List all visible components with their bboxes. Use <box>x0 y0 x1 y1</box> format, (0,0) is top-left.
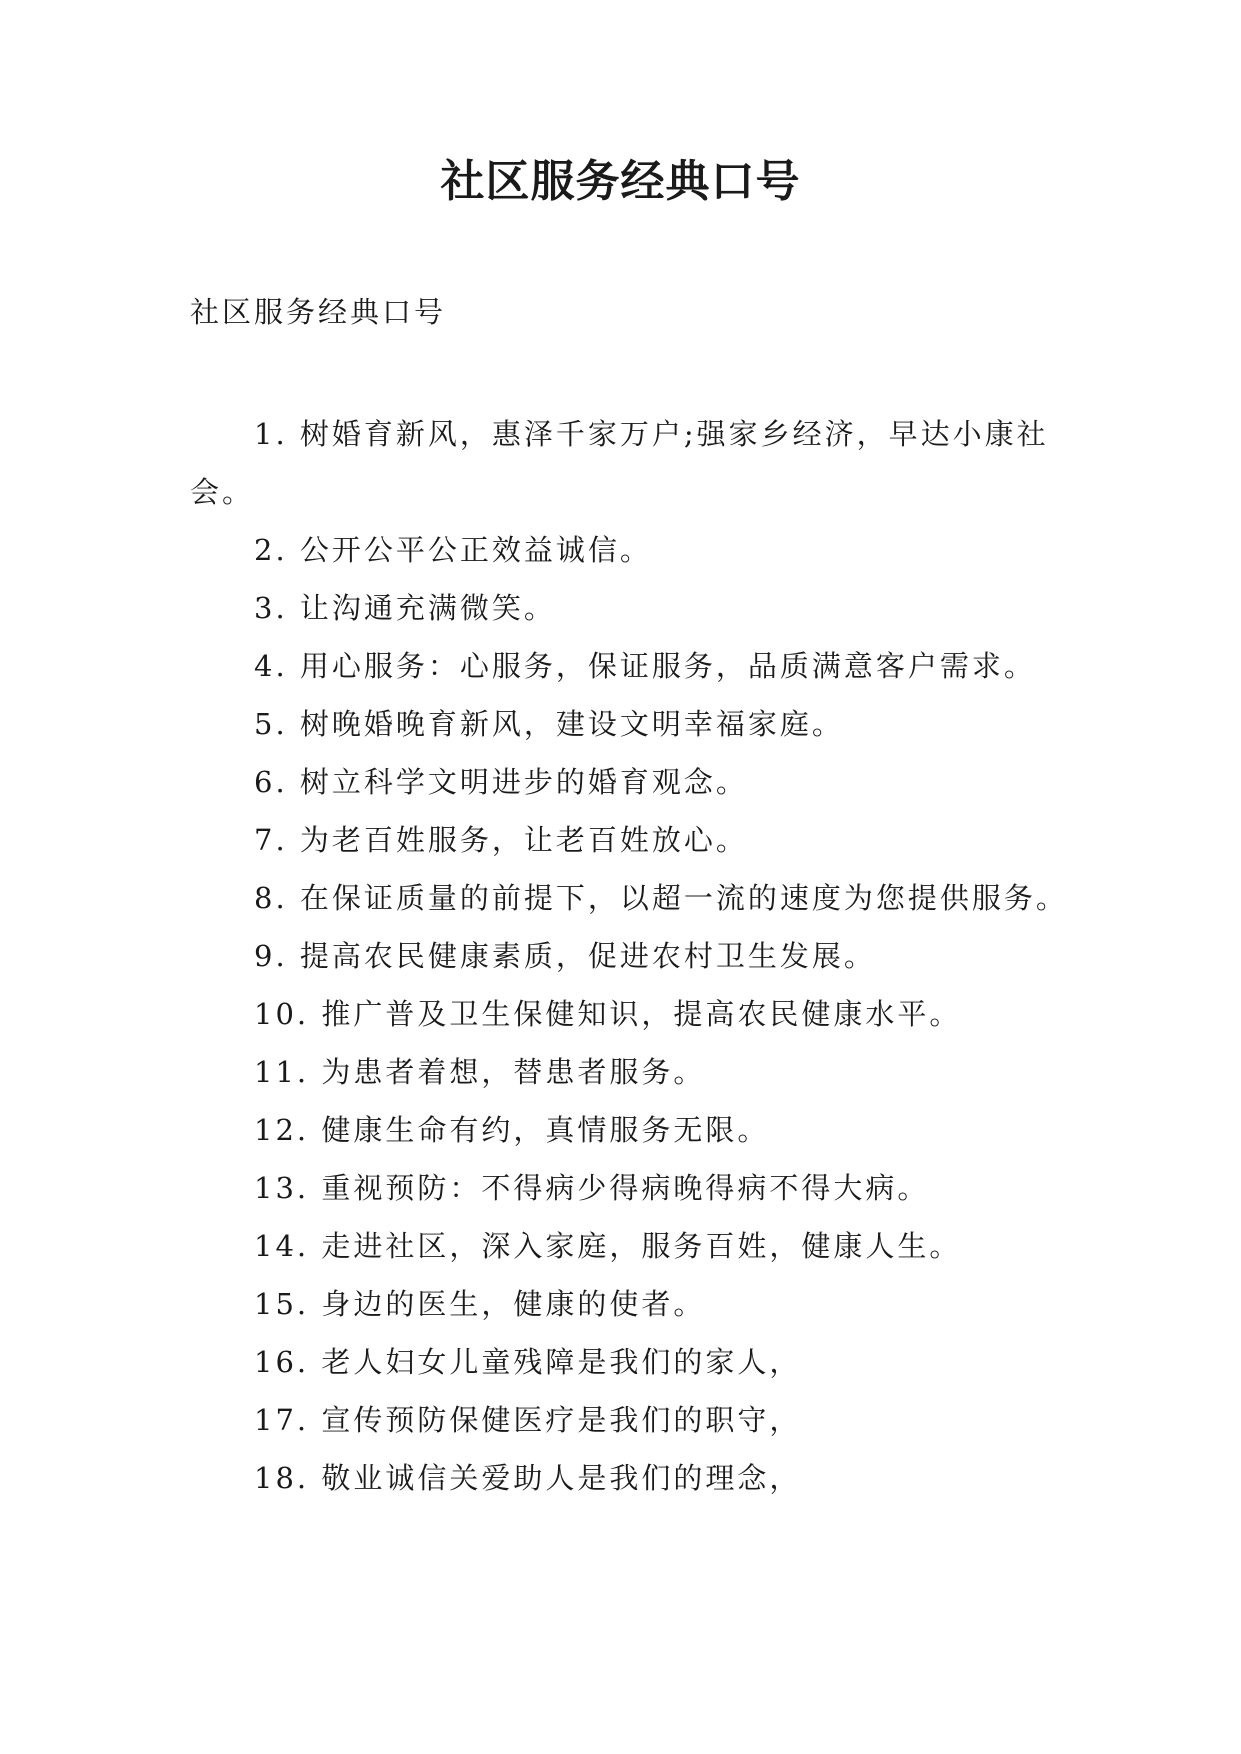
list-item <box>190 579 1070 637</box>
item-text: 老人妇女儿童残障是我们的家人， <box>321 1345 802 1379</box>
item-text: 提高农民健康素质，促进农村卫生发展。 <box>299 939 876 973</box>
item-text: 宣传预防保健医疗是我们的职守， <box>321 1403 802 1437</box>
item-number: 4. <box>254 649 288 683</box>
item-text: 为老百姓服务，让老百姓放心。 <box>299 823 748 857</box>
item-number: 7. <box>254 823 288 857</box>
item-number: 13. <box>254 1171 310 1205</box>
item-text: 用心服务：心服务，保证服务，品质满意客户需求。 <box>299 649 1036 683</box>
list-item <box>190 1449 1070 1507</box>
item-number: 9. <box>254 939 288 973</box>
item-number: 12. <box>254 1113 310 1147</box>
item-text: 为患者着想，替患者服务。 <box>321 1055 706 1089</box>
item-text: 树立科学文明进步的婚育观念。 <box>299 765 748 799</box>
item-text: 在保证质量的前提下，以超一流的速度为您提供服务。 <box>299 881 1068 915</box>
item-text: 公开公平公正效益诚信。 <box>299 533 652 567</box>
document-subtitle: 社区服务经典口号 <box>190 295 447 329</box>
item-text: 重视预防：不得病少得病晚得病不得大病。 <box>321 1171 930 1205</box>
item-number: 2. <box>254 533 288 567</box>
list-item <box>190 1159 1070 1217</box>
item-text: 树晚婚晚育新风，建设文明幸福家庭。 <box>299 707 844 741</box>
item-number: 1. <box>254 417 288 451</box>
page-title: 社区服务经典口号 <box>440 156 801 207</box>
list-item <box>190 1391 1070 1449</box>
list-item <box>190 1101 1070 1159</box>
list-item <box>190 1043 1070 1101</box>
item-text: 走进社区，深入家庭，服务百姓，健康人生。 <box>321 1229 962 1263</box>
list-item <box>190 695 1070 753</box>
list-item <box>190 521 1070 579</box>
item-number: 15. <box>254 1287 310 1321</box>
item-text: 健康生命有约，真情服务无限。 <box>321 1113 770 1147</box>
list-item <box>190 927 1070 985</box>
list-item <box>190 1333 1070 1391</box>
item-number: 18. <box>254 1461 310 1495</box>
item-number: 17. <box>254 1403 310 1437</box>
item-text: 让沟通充满微笑。 <box>299 591 556 625</box>
item-text: 树婚育新风，惠泽千家万户;强家乡经济，早达小康社会。 <box>190 417 1049 509</box>
list-item <box>190 637 1070 695</box>
slogan-list <box>190 405 1070 1507</box>
list-item <box>190 869 1070 927</box>
item-text: 推广普及卫生保健知识，提高农民健康水平。 <box>321 997 962 1031</box>
list-item <box>190 405 1070 521</box>
list-item <box>190 811 1070 869</box>
item-text: 敬业诚信关爱助人是我们的理念， <box>321 1461 802 1495</box>
list-item <box>190 1217 1070 1275</box>
list-item <box>190 753 1070 811</box>
item-number: 3. <box>254 591 288 625</box>
item-number: 8. <box>254 881 288 915</box>
list-item <box>190 985 1070 1043</box>
item-number: 5. <box>254 707 288 741</box>
item-number: 10. <box>254 997 310 1031</box>
item-number: 6. <box>254 765 288 799</box>
item-number: 16. <box>254 1345 310 1379</box>
item-text: 身边的医生，健康的使者。 <box>321 1287 706 1321</box>
item-number: 11. <box>254 1055 310 1089</box>
list-item <box>190 1275 1070 1333</box>
item-number: 14. <box>254 1229 310 1263</box>
